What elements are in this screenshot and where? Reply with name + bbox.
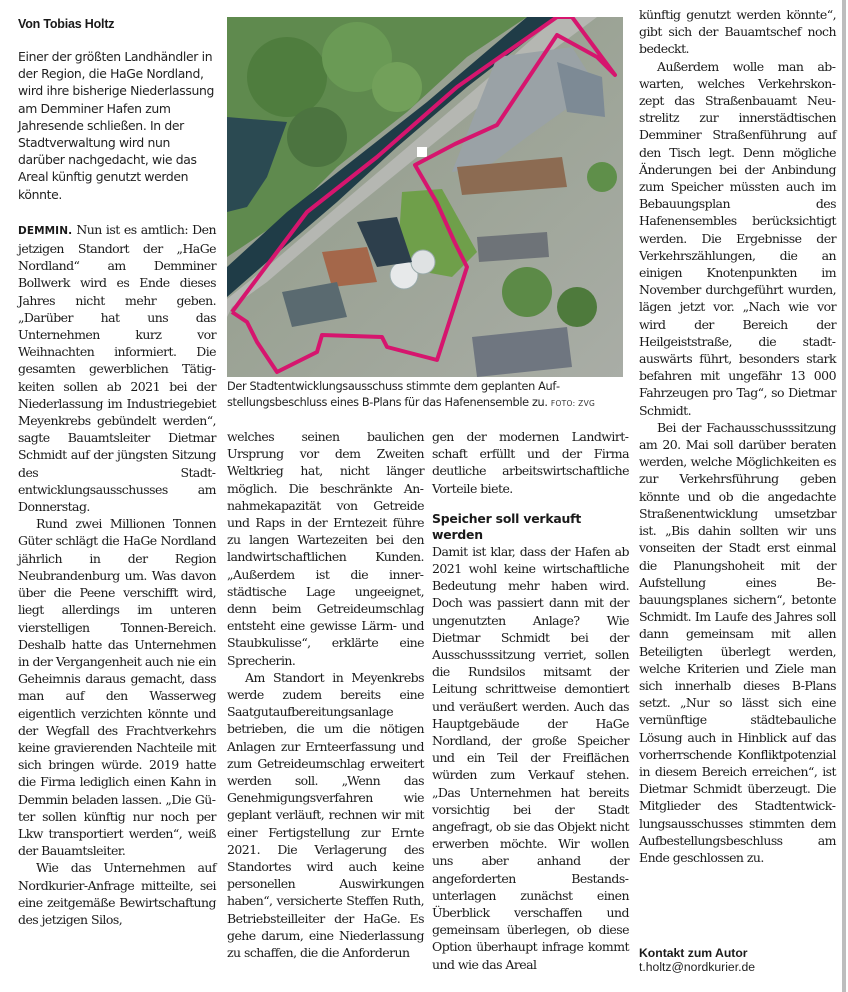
photo-caption: [227, 379, 631, 412]
author-email-link[interactable]: t.holtz@nordkurier.de: [639, 960, 756, 974]
paragraph: welches seinen baulichen Ursprung vor dem Zweiten Weltkrieg hat, nicht länger möglich. Die beschränkte Annahmekapazität von Getreide und Raps in der Erntezeit führe zu langen Wartezeiten bei den landwirtschaftlichen Kunden. „Außerdem ist die innerstädtische Lage ungeeignet, denn beim Getreideumschlag entsteht eine gewisse Lärm- und Staubkulisse“, erklärte eine Sprecherin.: [227, 429, 424, 668]
photo-credit: FOTO: ZVG: [550, 399, 596, 408]
contact-heading: Kontakt zum Autor: [639, 946, 748, 960]
caption-text: Der Stadtentwicklungsausschuss stimmte dem geplanten Aufstellungsbeschluss eines B-Plans für das Hafenensemble zu.: [227, 380, 561, 409]
author-contact: [639, 946, 836, 974]
dateline: DEMMIN.: [18, 224, 73, 237]
paragraph: Bei der Fachausschusssitzung am 20. Mai soll darüber beraten werden, welche Möglichkeiten es zur Verkehrsführung geben könnte und ob die angedachte Straßenentwicklung umsetzbar ist. „Bis dahin sollten wir uns vonseiten der Stadt erst einmal die Planungshoheit mit der Aufstellung eines Bebauungsplanes sichern“, betonte Schmidt. Im Laufe des Jahres soll dann gemeinsam mit allen Beteiligten überlegt werden, welche Kriterien und Ziele man sich innerhalb dieses B-Plans setzt. „Nur so lässt sich eine vernünftige städtebauliche Lösung auch in Hinblick auf das vorherrschende Konfliktpotenzial in diesem Bereich erreichen“, ist Dietmar Schmidt überzeugt. Die Mitglieder des Stadtentwicklungsausschusses stimmten dem Aufbestellungsbeschluss am Ende geschlossen zu.: [639, 419, 836, 865]
column-2: [227, 428, 424, 961]
paragraph: Außerdem wolle man abwarten, welches Verkehrskonzept das Straßenbauamt Neustrelitz zur innerstädtischen Demminer Straßenführung auf den Tisch legt. Denn mögliche Änderungen bei der Anbindung zum Speicher müssten auch im Bebauungsplan des Hafenensembles berücksichtigt werden. Die Ergebnisse der Verkehrszählungen, die an einigen Knotenpunkten im November durchgeführt wurden, lägen jetzt vor. „Nach wie vor wird der Bereich der Heilgeiststraße, die stadtauswärts führt, besonders stark befahren mit ungefähr 13 000 Fahrzeugen pro Tag“, so Dietmar Schmidt.: [639, 58, 836, 418]
subheading: Speicher soll verkauft werden: [432, 510, 582, 542]
paragraph: Am Standort in Meyenkrebs werde zudem bereits eine Saatgutaufbereitungsanlage betrieben, die um die nötigen Anlagen zur Ernteerfassung und zum Getreideumschlag erweitert werden soll. „Wenn das Genehmigungsverfahren wie geplant verläuft, rechnen wir mit einer Fertigstellung zur Ernte 2021. Die Verlagerung des Standortes wird auch keine personellen Auswirkungen haben“, versicherte Steffen Ruth, Betriebsteilleiter der HaGe. Es gehe darum, eine Niederlassung zu schaffen, die die Anforderun: [227, 669, 424, 961]
body-text-col1: [18, 221, 216, 928]
paragraph: gen der modernen Landwirtschaft erfüllt und der Firma deutliche arbeitswirtschaftliche Vorteile biete.: [432, 429, 629, 496]
column-3: [432, 428, 629, 973]
column-4: [639, 6, 836, 866]
paragraph: Rund zwei Millionen Tonnen Güter schlägt die HaGe Nordland jährlich in der Region Neubrandenburg um. Was davon über die Peene verschifft wird, liegt allerdings im unteren vierstelligen Tonnen-Bereich. Deshalb hatte das Unternehmen in der Vergangenheit auch nie ein Geheimnis daraus gemacht, dass man auf den Wasserweg eigentlich verzichten könnte und der Wegfall des Frachtverkehrs keine gravierenden Nachteile mit sich bringen würde. 2019 hatte die Firma lediglich einen Kahn in Demmin beladen lassen. „Die Güter sollen künftig nur noch per Lkw transportiert werden“, weiß der Bauamtsleiter.: [18, 516, 216, 859]
paragraph: Damit ist klar, dass der Hafen ab 2021 wohl keine wirtschaftliche Bedeutung mehr haben wird. Doch was passiert dann mit der ungenutzten Anlage? Wie Dietmar Schmidt bei der Ausschusssitzung verriet, sollen die Rundsilos mitsamt der Leitung schrittweise demontiert und veräußert werden. Auch das Hauptgebäude der HaGe Nordland, der große Speicher und ein Teil der Freiflächen würden zum Verkauf stehen. „Das Unternehmen hat bereits vorsichtig bei der Stadt angefragt, ob sie das Objekt nicht erwerben möchte. Wir wollen uns aber anhand der angeforderten Bestandsunterlagen zunächst einen Überblick verschaffen und gemeinsam überlegen, ob diese Option überhaupt infrage kommt und wie das Areal: [432, 543, 629, 972]
column-1: [18, 17, 216, 928]
aerial-photo: [227, 17, 623, 377]
byline: Von Tobias Holtz: [18, 17, 115, 31]
page-edge-rule: [842, 0, 846, 992]
lead-paragraph: Einer der größten Landhändler in der Region, die HaGe Nordland, wird ihre bisherige Niederlassung am Demminer Hafen zum Jahresende schließen. In der Stadtverwaltung wird nun darüber nachgedacht, wie das Areal künftig genutzt werden könnte.: [18, 49, 215, 202]
paragraph: Nun ist es amtlich: Den jetzigen Standort der „HaGe Nordland“ am Demminer Bollwerk wird es Ende dieses Jahres nicht mehr geben. „Darüber hat uns das Unternehmen kurz vor Weihnachten informiert. Die gesamten gewerblichen Tätigkeiten sollen ab 2021 bei der Niederlassung im Industriegebiet Meyenkrebs gebündelt werden“, sagte Bauamtsleiter Dietmar Schmidt auf der jüngsten Sitzung des Stadtentwicklungsausschusses am Donnerstag.: [18, 221, 216, 515]
paragraph: Wie das Unternehmen auf Nordkurier-Anfrage mitteilte, sei eine zeitgemäße Bewirtschaftung des jetzigen Silos,: [18, 860, 216, 927]
aerial-map-image: [227, 17, 623, 377]
silo: [411, 250, 435, 274]
paragraph: künftig genutzt werden könnte“, gibt sich der Bauamtschef noch bedeckt.: [639, 7, 836, 57]
